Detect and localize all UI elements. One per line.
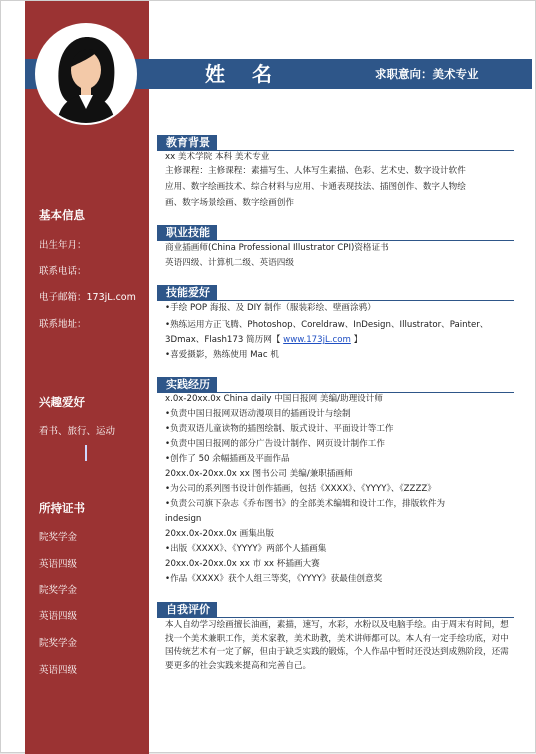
phone-label: 联系电话： xyxy=(39,266,87,277)
practice-line: •负责公司旗下杂志《乔布图书》的全部美术编辑和设计工作，排版软件为 xyxy=(165,499,446,509)
avatar-illustration xyxy=(37,25,135,123)
practice-line: •作品《XXXX》获个人组三等奖，《YYYY》获最佳创意奖 xyxy=(165,574,383,584)
hobbies-line: •手绘 POP 海报、及 DIY 制作（服装彩绘、壁画涂鸦） xyxy=(165,303,376,313)
practice-line: 20xx.0x-20xx.0x xx 图书公司 美编/兼职插画师 xyxy=(165,469,353,479)
practice-section-title: 实践经历 xyxy=(157,377,217,393)
practice-line: •创作了 50 余幅插画及平面作品 xyxy=(165,454,290,464)
certificate-item: 院奖学金 xyxy=(39,532,78,543)
education-line: 主修课程：主修课程：素描写生、人体写生素描、色彩、艺术史、数字设计软件 xyxy=(165,166,466,176)
birth-date-label: 出生年月： xyxy=(39,240,87,251)
practice-line: •负责中国日报网双语动漫项目的插画设计与绘制 xyxy=(165,409,351,419)
skills-line: 英语四级、计算机二级、英语四级 xyxy=(165,258,294,268)
hobby-text: 看书、旅行、运动 xyxy=(39,426,116,437)
address-label: 联系地址： xyxy=(39,319,87,330)
practice-line: •为公司的系列图书设计创作插画，包括《XXXX》、《YYYY》、《ZZZZ》 xyxy=(165,484,436,494)
hobby-title: 兴趣爱好 xyxy=(39,395,85,409)
hobbies-line: •熟练运用方正飞腾、Photoshop、Coreldraw、InDesign、Illustrator、Painter、 xyxy=(165,320,489,330)
hobbies-line-with-link xyxy=(165,334,515,348)
name-heading: 姓 名 xyxy=(205,62,282,86)
practice-line: indesign xyxy=(165,514,202,524)
certificate-item: 院奖学金 xyxy=(39,585,78,596)
avatar xyxy=(37,25,135,123)
text-cursor-mark xyxy=(85,445,87,461)
website-link[interactable]: www.173jL.com xyxy=(283,335,351,345)
evaluation-section-title: 自我评价 xyxy=(157,602,217,618)
certificate-item: 英语四级 xyxy=(39,611,78,622)
practice-line: 20xx.0x-20xx.0x 画集出版 xyxy=(165,529,274,539)
certificate-item: 英语四级 xyxy=(39,665,78,676)
practice-line: •负责双语儿童读物的插图绘制、版式设计、平面设计等工作 xyxy=(165,424,394,434)
hobbies-line-suffix: 】 xyxy=(350,335,363,345)
practice-line: •负责中国日报网的部分广告设计制作、网页设计制作工作 xyxy=(165,439,385,449)
section-divider xyxy=(157,300,514,301)
certificates-title: 所持证书 xyxy=(39,501,85,515)
job-intent: 求职意向：美术专业 xyxy=(375,67,479,81)
education-section-title: 教育背景 xyxy=(157,135,217,151)
section-divider xyxy=(157,240,514,241)
hobbies-line-prefix: 3Dmax、Flash173 简历网【 xyxy=(165,335,284,345)
education-line: xx 美术学院 本科 美术专业 xyxy=(165,152,270,162)
hobbies-section-title: 技能爱好 xyxy=(157,285,217,301)
education-line: 应用、数字绘画技术、综合材料与应用、卡通表现技法、插图创作、数字人物绘 xyxy=(165,182,466,192)
basic-info-title: 基本信息 xyxy=(39,208,85,222)
skills-section-title: 职业技能 xyxy=(157,225,217,241)
certificate-item: 院奖学金 xyxy=(39,638,78,649)
education-line: 画、数字场景绘画、数字绘画创作 xyxy=(165,198,294,208)
email-label: 电子邮箱：173jL.com xyxy=(39,292,136,303)
section-divider xyxy=(157,617,514,618)
hobbies-line: •喜爱摄影，熟练使用 Mac 机 xyxy=(165,350,279,360)
practice-line: 20xx.0x-20xx.0x xx 市 xx 杯插画大赛 xyxy=(165,559,320,569)
evaluation-paragraph: 本人自幼学习绘画擅长油画，素描，速写，水彩，水粉以及电脑手绘。由于周末有时间，想找一个美术兼职工作，美术家教，美术助教，美术讲师都可以。本人有一定手绘功底，对中国传统艺术有一定了解，但由于缺乏实践的锻炼，个人作品中暂时还没达到成熟阶段，还需要更多的社会实践来提高和完善自己。 xyxy=(165,620,509,671)
certificate-item: 英语四级 xyxy=(39,559,78,570)
skills-line: 商业插画师(China Professional Illustrator CPI)资格证书 xyxy=(165,243,389,253)
practice-line: •出版《XXXX》、《YYYY》两部个人插画集 xyxy=(165,544,327,554)
practice-line: x.0x-20xx.0x China daily 中国日报网 美编/助理设计师 xyxy=(165,394,383,404)
